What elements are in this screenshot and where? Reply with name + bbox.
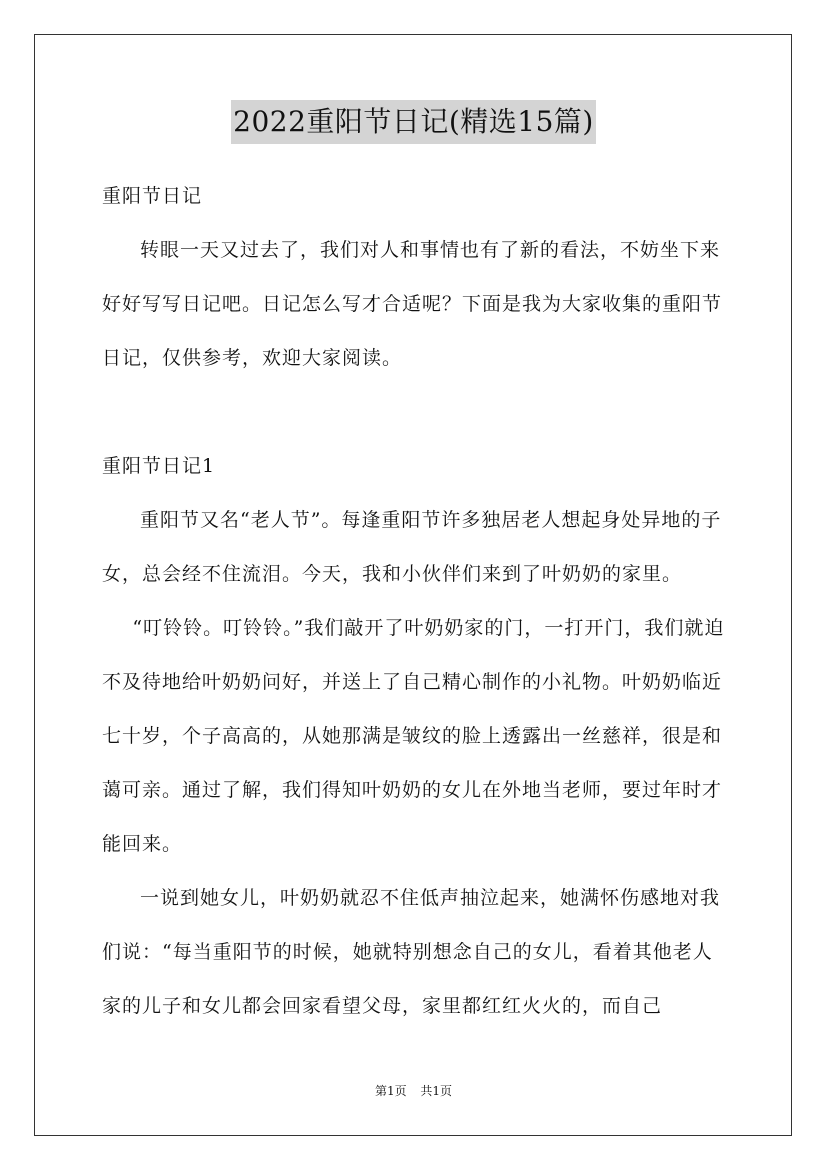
body-paragraph-3: 一说到她女儿，叶奶奶就忍不住低声抽泣起来，她满怀伤感地对我们说：“每当重阳节的时候，她就特别想念自己的女儿，看着其他老人家的儿子和女儿都会回家看望父母，家里都红红火火的，而自己	[102, 887, 721, 1017]
page-number: 第1页	[374, 1084, 407, 1098]
intro-paragraph: 转眼一天又过去了，我们对人和事情也有了新的看法，不妨坐下来好好写写日记吧。日记怎么写才合适呢？下面是我为大家收集的重阳节日记，仅供参考，欢迎大家阅读。	[102, 239, 723, 369]
section-heading: 重阳节日记	[102, 185, 203, 207]
page-footer	[0, 1083, 827, 1099]
title-container	[0, 100, 827, 144]
body-paragraph-1: 重阳节又名“老人节”。每逢重阳节许多独居老人想起身处异地的子女，总会经不住流泪。今天，我和小伙伴们来到了叶奶奶的家里。	[102, 509, 722, 585]
entry-heading: 重阳节日记1	[102, 455, 216, 477]
body-paragraph-2: “叮铃铃。叮铃铃。”我们敲开了叶奶奶家的门，一打开门，我们就迫不及待地给叶奶奶问好，并送上了自己精心制作的小礼物。叶奶奶临近七十岁，个子高高的，从她那满是皱纹的脸上透露出一丝慈祥，很是和蔼可亲。通过了解，我们得知叶奶奶的女儿在外地当老师，要过年时才能回来。	[102, 617, 725, 855]
blank-line	[102, 385, 727, 439]
document-body	[102, 169, 727, 1033]
page-total: 共1页	[420, 1084, 453, 1098]
document-title: 2022重阳节日记(精选15篇)	[231, 100, 596, 144]
